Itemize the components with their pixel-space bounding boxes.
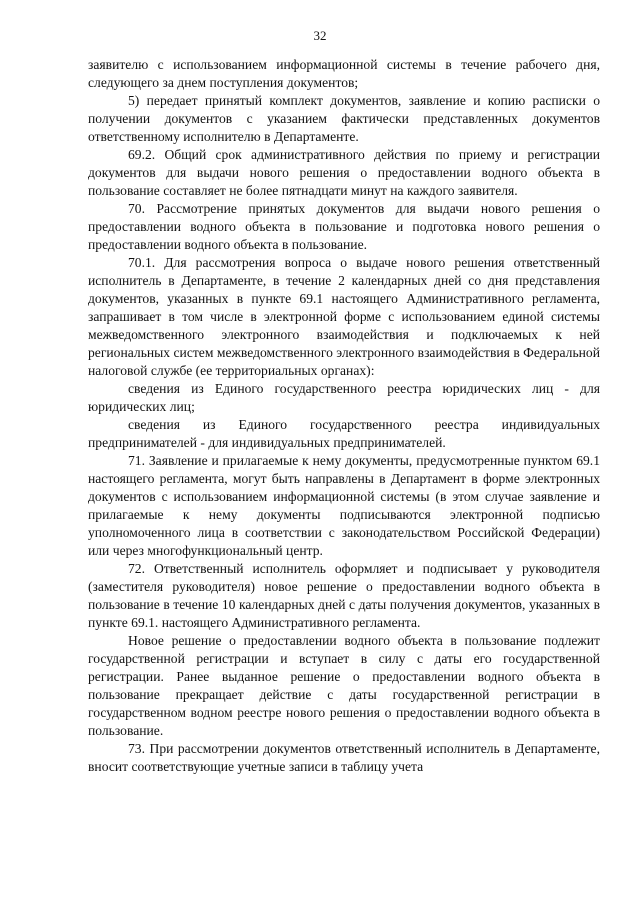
paragraph-new-decision: Новое решение о предоставлении водного объекта в пользование подлежит государственной регистрации и вступает в силу с даты его государственной регистрации. Ранее выданное решение о предоставлении водного объекта в пользование прекращает действие с даты государственной регистрации в государственном водном реестре нового решения о предоставлении водного объекта в пользование. <box>88 633 600 738</box>
paragraph-73: 73. При рассмотрении документов ответственный исполнитель в Департаменте, вносит соответствующие учетные записи в таблицу учета <box>88 741 600 774</box>
paragraph-legal-entities: сведения из Единого государственного реестра юридических лиц - для юридических лиц; <box>88 381 600 414</box>
paragraph-72: 72. Ответственный исполнитель оформляет и подписывает у руководителя (заместителя руководителя) новое решение о предоставлении водного объекта в пользование в течение 10 календарных дней с даты получения документов, указанных в пункте 69.1. настоящего Административного регламента. <box>88 561 600 630</box>
paragraph-item-5: 5) передает принятый комплект документов, заявление и копию расписки о получении документов с указанием фактически представленных документов ответственному исполнителю в Департаменте. <box>88 93 600 144</box>
paragraph-continuation: заявителю с использованием информационной системы в течение рабочего дня, следующего за днем поступления документов; <box>88 57 600 90</box>
document-body <box>88 56 600 776</box>
paragraph-70-1: 70.1. Для рассмотрения вопроса о выдаче нового решения ответственный исполнитель в Департаменте, в течение 2 календарных дней со дня представления документов, указанных в пункте 69.1 настоящего Административного регламента, запрашивает в том числе в электронной форме с использованием единой системы межведомственного электронного взаимодействия и подключаемых к ней региональных систем межведомственного электронного взаимодействия в Федеральной налоговой службе (ее территориальных органах): <box>88 255 600 378</box>
paragraph-69-2: 69.2. Общий срок административного действия по приему и регистрации документов для выдачи нового решения о предоставлении водного объекта в пользование составляет не более пятнадцати минут на каждого заявителя. <box>88 147 600 198</box>
paragraph-70: 70. Рассмотрение принятых документов для выдачи нового решения о предоставлении водного объекта в пользование и подготовка нового решения о предоставлении водного объекта в пользование. <box>88 201 600 252</box>
paragraph-71: 71. Заявление и прилагаемые к нему документы, предусмотренные пунктом 69.1 настоящего регламента, могут быть направлены в Департамент в форме электронных документов с использованием информационной системы (в этом случае заявление и прилагаемые к нему документы подписываются электронной подписью уполномоченного лица в соответствии с законодательством Российской Федерации) или через многофункциональный центр. <box>88 453 600 558</box>
page-number: 32 <box>313 28 327 43</box>
paragraph-entrepreneurs: сведения из Единого государственного реестра индивидуальных предпринимателей - для индивидуальных предпринимателей. <box>88 417 600 450</box>
